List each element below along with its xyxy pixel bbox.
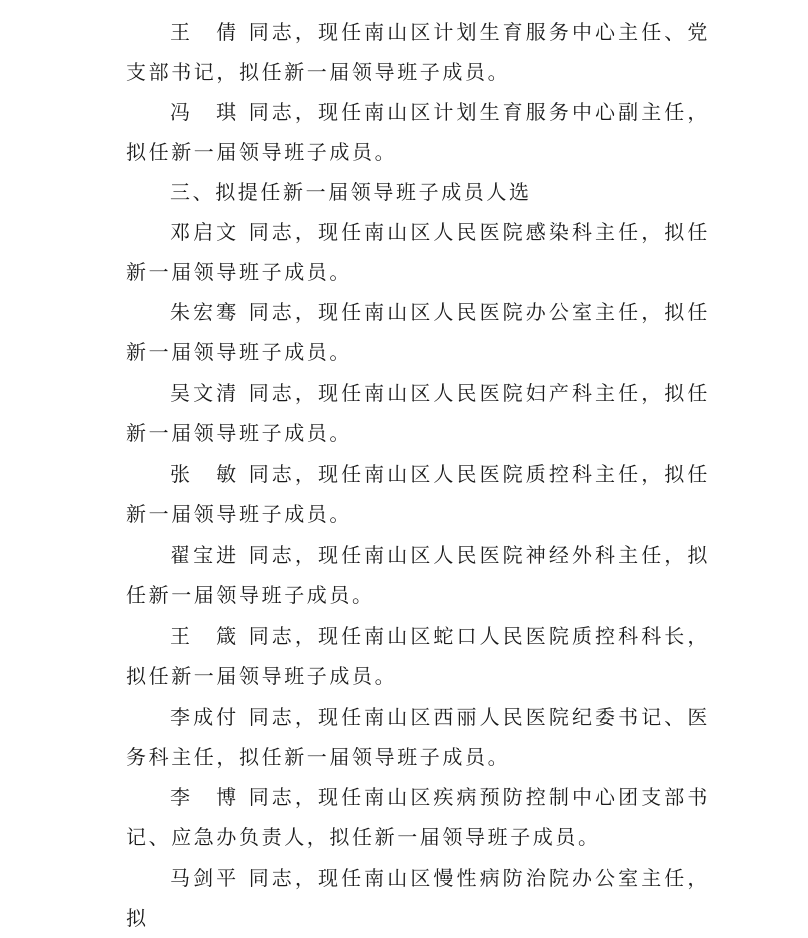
paragraph-li-chengfu: 李成付 同志，现任南山区西丽人民医院纪委书记、医务科主任，拟任新一届领导班子成员。 [126, 705, 710, 769]
paragraph-ma-jianping: 马剑平 同志，现任南山区慢性病防治院办公室主任，拟 [126, 866, 710, 930]
paragraph-feng-qi: 冯 琪 同志，现任南山区计划生育服务中心副主任，拟任新一届领导班子成员。 [126, 100, 710, 164]
paragraph-wang-zhen: 王 箴 同志，现任南山区蛇口人民医院质控科科长，拟任新一届领导班子成员。 [126, 624, 710, 688]
paragraph-zhang-min: 张 敏 同志，现任南山区人民医院质控科主任，拟任新一届领导班子成员。 [126, 462, 710, 526]
paragraph-wang-qian: 王 倩 同志，现任南山区计划生育服务中心主任、党支部书记，拟任新一届领导班子成员。 [126, 20, 710, 84]
section-heading: 三、拟提任新一届领导班子成员人选 [170, 180, 532, 204]
paragraph-deng-qiwen: 邓启文 同志，现任南山区人民医院感染科主任，拟任新一届领导班子成员。 [126, 220, 710, 284]
paragraph-li-bo: 李 博 同志，现任南山区疾病预防控制中心团支部书记、应急办负责人，拟任新一届领导班子成员。 [126, 785, 710, 849]
paragraph-zhai-baojin: 翟宝进 同志，现任南山区人民医院神经外科主任，拟任新一届领导班子成员。 [126, 543, 710, 607]
paragraph-zhu-hongqian: 朱宏骞 同志，现任南山区人民医院办公室主任，拟任新一届领导班子成员。 [126, 300, 710, 364]
paragraph-wu-wenqing: 吴文清 同志，现任南山区人民医院妇产科主任，拟任新一届领导班子成员。 [126, 381, 710, 445]
